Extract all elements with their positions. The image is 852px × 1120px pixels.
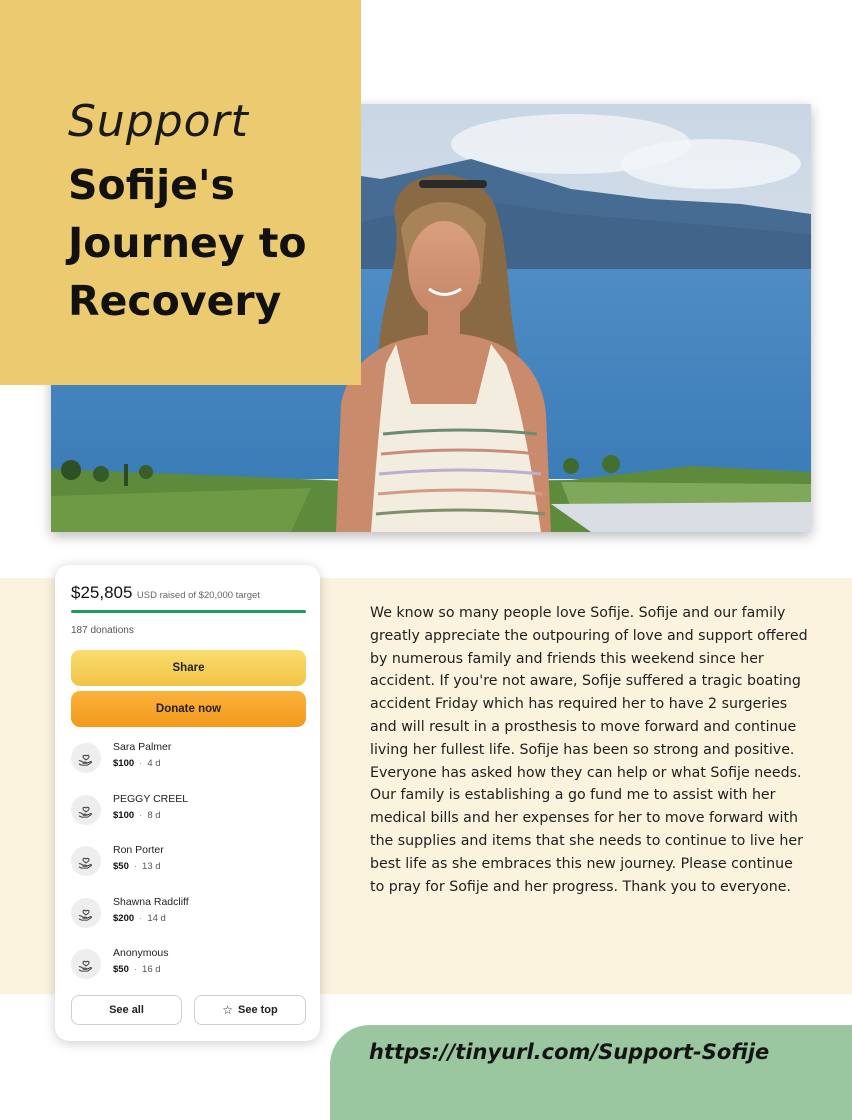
share-button[interactable]: Share [71, 650, 306, 686]
donor-row [71, 793, 306, 833]
title-main: Sofije's Journey to Recovery [68, 161, 307, 325]
see-top-label: See top [238, 1004, 278, 1016]
fundraiser-card [55, 565, 320, 1041]
donor-amount: $50 [113, 964, 129, 975]
progress-bar [71, 610, 306, 613]
donation-hand-icon [71, 743, 101, 773]
donor-amount: $200 [113, 912, 135, 924]
see-all-button[interactable]: See all [71, 995, 182, 1025]
separator-dot: · [133, 861, 138, 872]
amount-raised [71, 583, 260, 603]
donor-time: 14 d [147, 912, 166, 924]
donation-hand-icon [71, 898, 101, 928]
target-text: USD raised of $20,000 target [136, 590, 260, 601]
donor-meta [113, 861, 161, 872]
donation-hand-icon [71, 949, 101, 979]
separator-dot: · [139, 809, 143, 821]
donation-count: 187 donations [71, 625, 134, 636]
separator-dot: · [139, 758, 143, 769]
story-text: We know so many people love Sofije. Sofije and our family greatly appreciate the outpouring of love and support offered by numerous family and friends this weekend since her accident. If you're not aware, Sofije suffered a tragic boating accident Friday which has required her to have 2 surgeries and will result in a prosthesis to move forward and continue living her fullest life. Sofije has been so strong and positive. Everyone has asked how they can help or what Sofije needs. Our family is establishing a go fund me to assist with her medical bills and her expenses for her to move forward with the supplies and items that she needs to continue to live her best life as she embraces this new journey. Please continue to pray for Sofije and her progress. Thank you to everyone. [370, 605, 808, 895]
donor-amount: $100 [113, 809, 135, 821]
donor-row [71, 896, 306, 936]
donor-meta [113, 810, 161, 821]
donor-meta [113, 758, 161, 769]
donation-hand-icon [71, 846, 101, 876]
donor-amount: $100 [113, 758, 135, 769]
donation-hand-icon [71, 795, 101, 825]
donor-name: PEGGY CREEL [113, 792, 189, 805]
star-icon: ☆ [222, 1003, 234, 1017]
progress-fill [71, 610, 306, 613]
donor-row [71, 741, 306, 781]
fundraiser-url[interactable]: https://tinyurl.com/Support-Sofije [369, 1040, 770, 1064]
donor-meta [113, 913, 166, 924]
donor-time: 4 d [147, 758, 161, 769]
donor-time: 16 d [142, 964, 161, 975]
donor-row [71, 844, 306, 884]
url-banner [330, 1025, 852, 1120]
title-support: Support [68, 96, 249, 147]
donor-name: Shawna Radcliff [113, 895, 189, 908]
donor-name: Ron Porter [113, 844, 164, 856]
donor-time: 8 d [147, 809, 161, 821]
donor-time: 13 d [142, 861, 161, 872]
see-top-button[interactable] [194, 995, 306, 1025]
separator-dot: · [139, 912, 143, 924]
donate-button[interactable]: Donate now [71, 691, 306, 727]
title-block [0, 0, 361, 385]
donor-name: Sara Palmer [113, 741, 172, 753]
donor-name: Anonymous [113, 947, 169, 959]
separator-dot: · [133, 964, 138, 975]
donor-amount: $50 [113, 861, 129, 872]
donor-meta [113, 964, 161, 975]
amount-value: $25,805 [71, 583, 133, 602]
donor-row [71, 947, 306, 987]
